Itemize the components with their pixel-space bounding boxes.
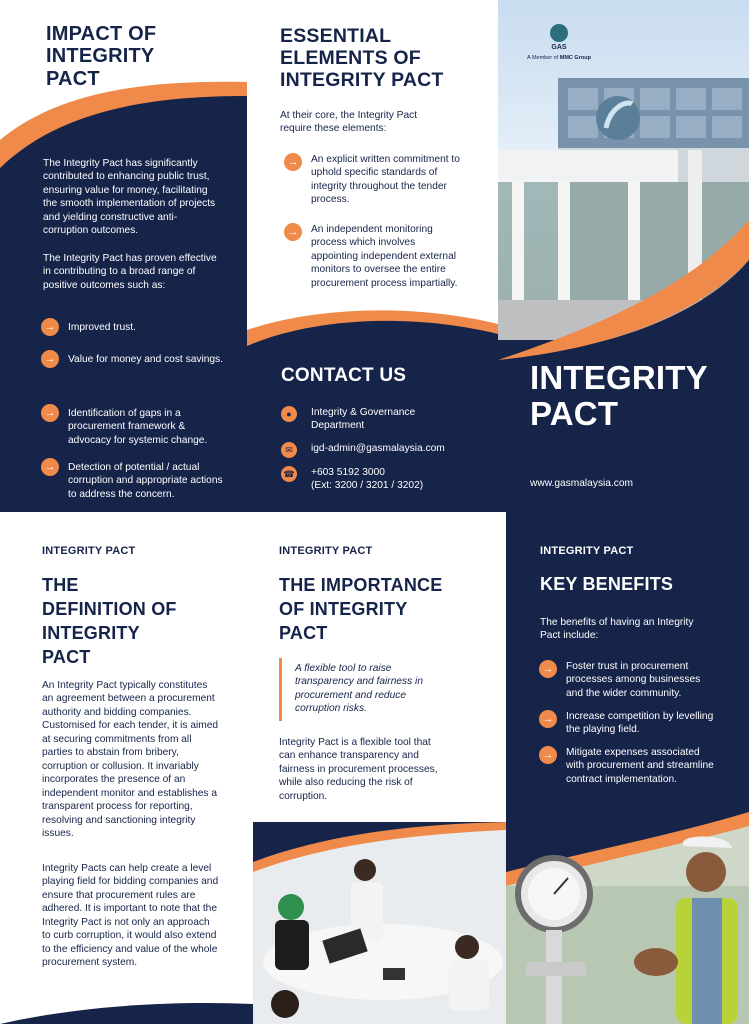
- cover-title: INTEGRITY PACT: [530, 359, 708, 432]
- impact-body: [43, 157, 219, 292]
- definition-para1: An Integrity Pact typically constitutes an agreement between a procurement authority and bidding companies. Customised for each tender, it is aimed at securing commitments from all parties to abstain from bribery, corruption or collusion. It invariably incorporates the presence of an independent monitor and establishes a transparent process for reporting, resolving and sanctioning integrity issues.: [42, 680, 219, 839]
- impact-title: IMPACT OF INTEGRITY PACT: [46, 23, 157, 90]
- arrow-right-icon: →: [539, 660, 557, 678]
- arrow-right-icon: →: [539, 746, 557, 764]
- location-pin-icon: ●: [281, 406, 297, 422]
- contact-phone-row: [281, 466, 481, 493]
- arrow-right-icon: →: [539, 710, 557, 728]
- essential-list: [284, 153, 464, 290]
- envelope-icon: ✉: [281, 442, 297, 458]
- list-item: → Improved trust.: [41, 318, 223, 350]
- essential-intro: At their core, the Integrity Pact require these elements:: [280, 110, 418, 135]
- benefits-intro: The benefits of having an Integrity Pact include:: [540, 617, 694, 642]
- worker-photo: [506, 812, 749, 1024]
- arrow-right-icon: →: [41, 458, 59, 476]
- contact-ext: (Ext: 3200 / 3201 / 3202): [311, 480, 424, 492]
- list-item: → Foster trust in procurement processes among businesses and the wider community.: [539, 660, 739, 710]
- list-item: → Detection of potential / actual corruption and appropriate actions to address the concern.: [41, 458, 223, 498]
- essential-panel: [247, 0, 498, 512]
- importance-panel: [253, 512, 506, 1024]
- importance-kicker: INTEGRITY PACT: [279, 545, 373, 557]
- definition-para2: Integrity Pacts can help create a level playing field for bidding companies and ensure that procurement rules are adhered. It is important to note that the Integrity Pact is not only an approach to curb corruption, it would also extend to the efficiency and value of the whole procurement system.: [42, 863, 219, 969]
- impact-para1: The Integrity Pact has significantly contributed to enhancing public trust, ensuring value for money, facilitating the smooth implementation of projects and yielding constructive anti-corruption outcomes.: [43, 158, 216, 237]
- importance-para: Integrity Pact is a flexible tool that can enhance transparency and fairness in procurement processes, while also reducing the risk of corruption.: [279, 737, 438, 802]
- impact-list: [41, 318, 223, 498]
- benefits-panel: [506, 512, 749, 1024]
- arrow-right-icon: →: [41, 404, 59, 422]
- cover-panel: [498, 0, 749, 512]
- arrow-right-icon: →: [41, 318, 59, 336]
- contact-address-row: ● Integrity & Governance Department: [281, 406, 481, 442]
- list-item: → Value for money and cost savings.: [41, 350, 223, 404]
- definition-title: THE DEFINITION OF INTEGRITY PACT: [42, 575, 177, 667]
- impact-panel: [0, 0, 247, 512]
- impact-para2: The Integrity Pact has proven effective in contributing to a broad range of positive outcomes such as:: [43, 252, 217, 291]
- contact-title: CONTACT US: [281, 365, 407, 386]
- list-item: → An explicit written commitment to uphold specific standards of integrity throughout the tender process.: [284, 153, 464, 223]
- phone-icon: ☎: [281, 466, 297, 482]
- meeting-photo: [253, 822, 506, 1024]
- importance-quote-bar: [279, 658, 282, 721]
- company-logo: GAS A Member of MMC Group: [516, 24, 602, 61]
- contact-email-link[interactable]: igd-admin@gasmalaysia.com: [311, 443, 445, 454]
- contact-phone[interactable]: +603 5192 3000: [311, 467, 385, 478]
- definition-bottom-wave: [0, 986, 253, 1024]
- list-item: → Mitigate expenses associated with procurement and streamline contract implementation.: [539, 746, 739, 786]
- definition-kicker: INTEGRITY PACT: [42, 545, 136, 557]
- list-item: → Increase competition by levelling the playing field.: [539, 710, 739, 746]
- importance-title: THE IMPORTANCE OF INTEGRITY PACT: [279, 575, 443, 643]
- definition-panel: [0, 512, 253, 1024]
- list-item: → An independent monitoring process which involves appointing independent external monitors to oversee the entire procurement process impartially.: [284, 223, 464, 290]
- benefits-list: [539, 660, 739, 786]
- arrow-right-icon: →: [284, 153, 302, 171]
- benefits-title: KEY BENEFITS: [540, 574, 674, 594]
- cover-wave: [498, 220, 749, 360]
- cover-website[interactable]: www.gasmalaysia.com: [530, 478, 634, 489]
- list-item: → Identification of gaps in a procurement framework & advocacy for systemic change.: [41, 404, 223, 458]
- importance-quote: A flexible tool to raise transparency and fairness in procurement and reduce corruption risks.: [295, 663, 423, 715]
- essential-title: ESSENTIAL ELEMENTS OF INTEGRITY PACT: [280, 25, 444, 91]
- contact-email-row: [281, 442, 481, 466]
- gas-logo-icon: [550, 24, 568, 42]
- contact-list: [281, 406, 481, 493]
- arrow-right-icon: →: [41, 350, 59, 368]
- arrow-right-icon: →: [284, 223, 302, 241]
- benefits-kicker: INTEGRITY PACT: [540, 545, 634, 557]
